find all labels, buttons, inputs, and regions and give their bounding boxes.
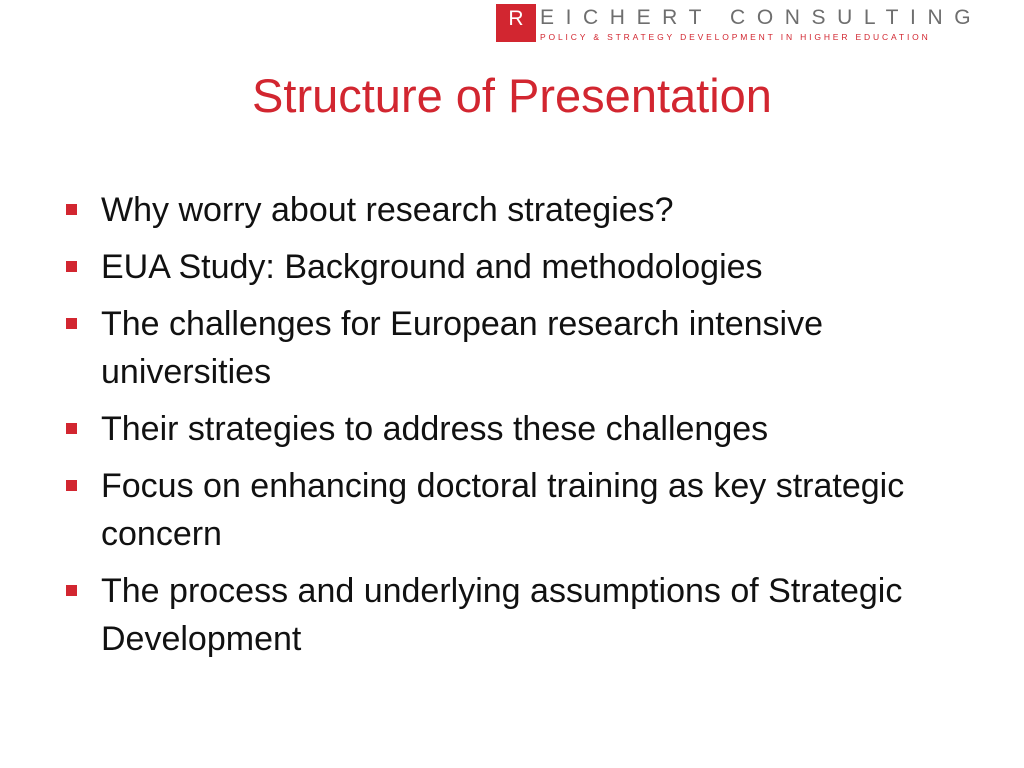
logo-tagline: POLICY & STRATEGY DEVELOPMENT IN HIGHER EDUCATION — [540, 32, 931, 42]
logo-company-name: EICHERT CONSULTING — [540, 6, 983, 29]
bullet-item — [58, 567, 978, 663]
bullet-text: Why worry about research strategies? — [101, 191, 674, 229]
logo-initial: R — [508, 7, 524, 30]
logo-initial-box — [496, 4, 536, 42]
square-bullet-icon — [66, 204, 77, 215]
square-bullet-icon — [66, 585, 77, 596]
square-bullet-icon — [66, 423, 77, 434]
bullet-text: EUA Study: Background and methodologies — [101, 248, 763, 286]
square-bullet-icon — [66, 261, 77, 272]
bullet-item — [58, 186, 978, 234]
square-bullet-icon — [66, 318, 77, 329]
bullet-text: Their strategies to address these challenges — [101, 410, 769, 448]
bullet-item — [58, 300, 978, 396]
bullet-text: Focus on enhancing doctoral training as key strategic concern — [101, 467, 905, 553]
reichert-consulting-logo — [496, 4, 1014, 42]
slide-title: Structure of Presentation — [252, 69, 772, 122]
bullet-item — [58, 405, 978, 453]
bullet-list — [58, 186, 978, 672]
bullet-text: The process and underlying assumptions of Strategic Development — [101, 572, 903, 658]
bullet-text: The challenges for European research intensive universities — [101, 305, 823, 391]
bullet-item — [58, 243, 978, 291]
square-bullet-icon — [66, 480, 77, 491]
bullet-item — [58, 462, 978, 558]
